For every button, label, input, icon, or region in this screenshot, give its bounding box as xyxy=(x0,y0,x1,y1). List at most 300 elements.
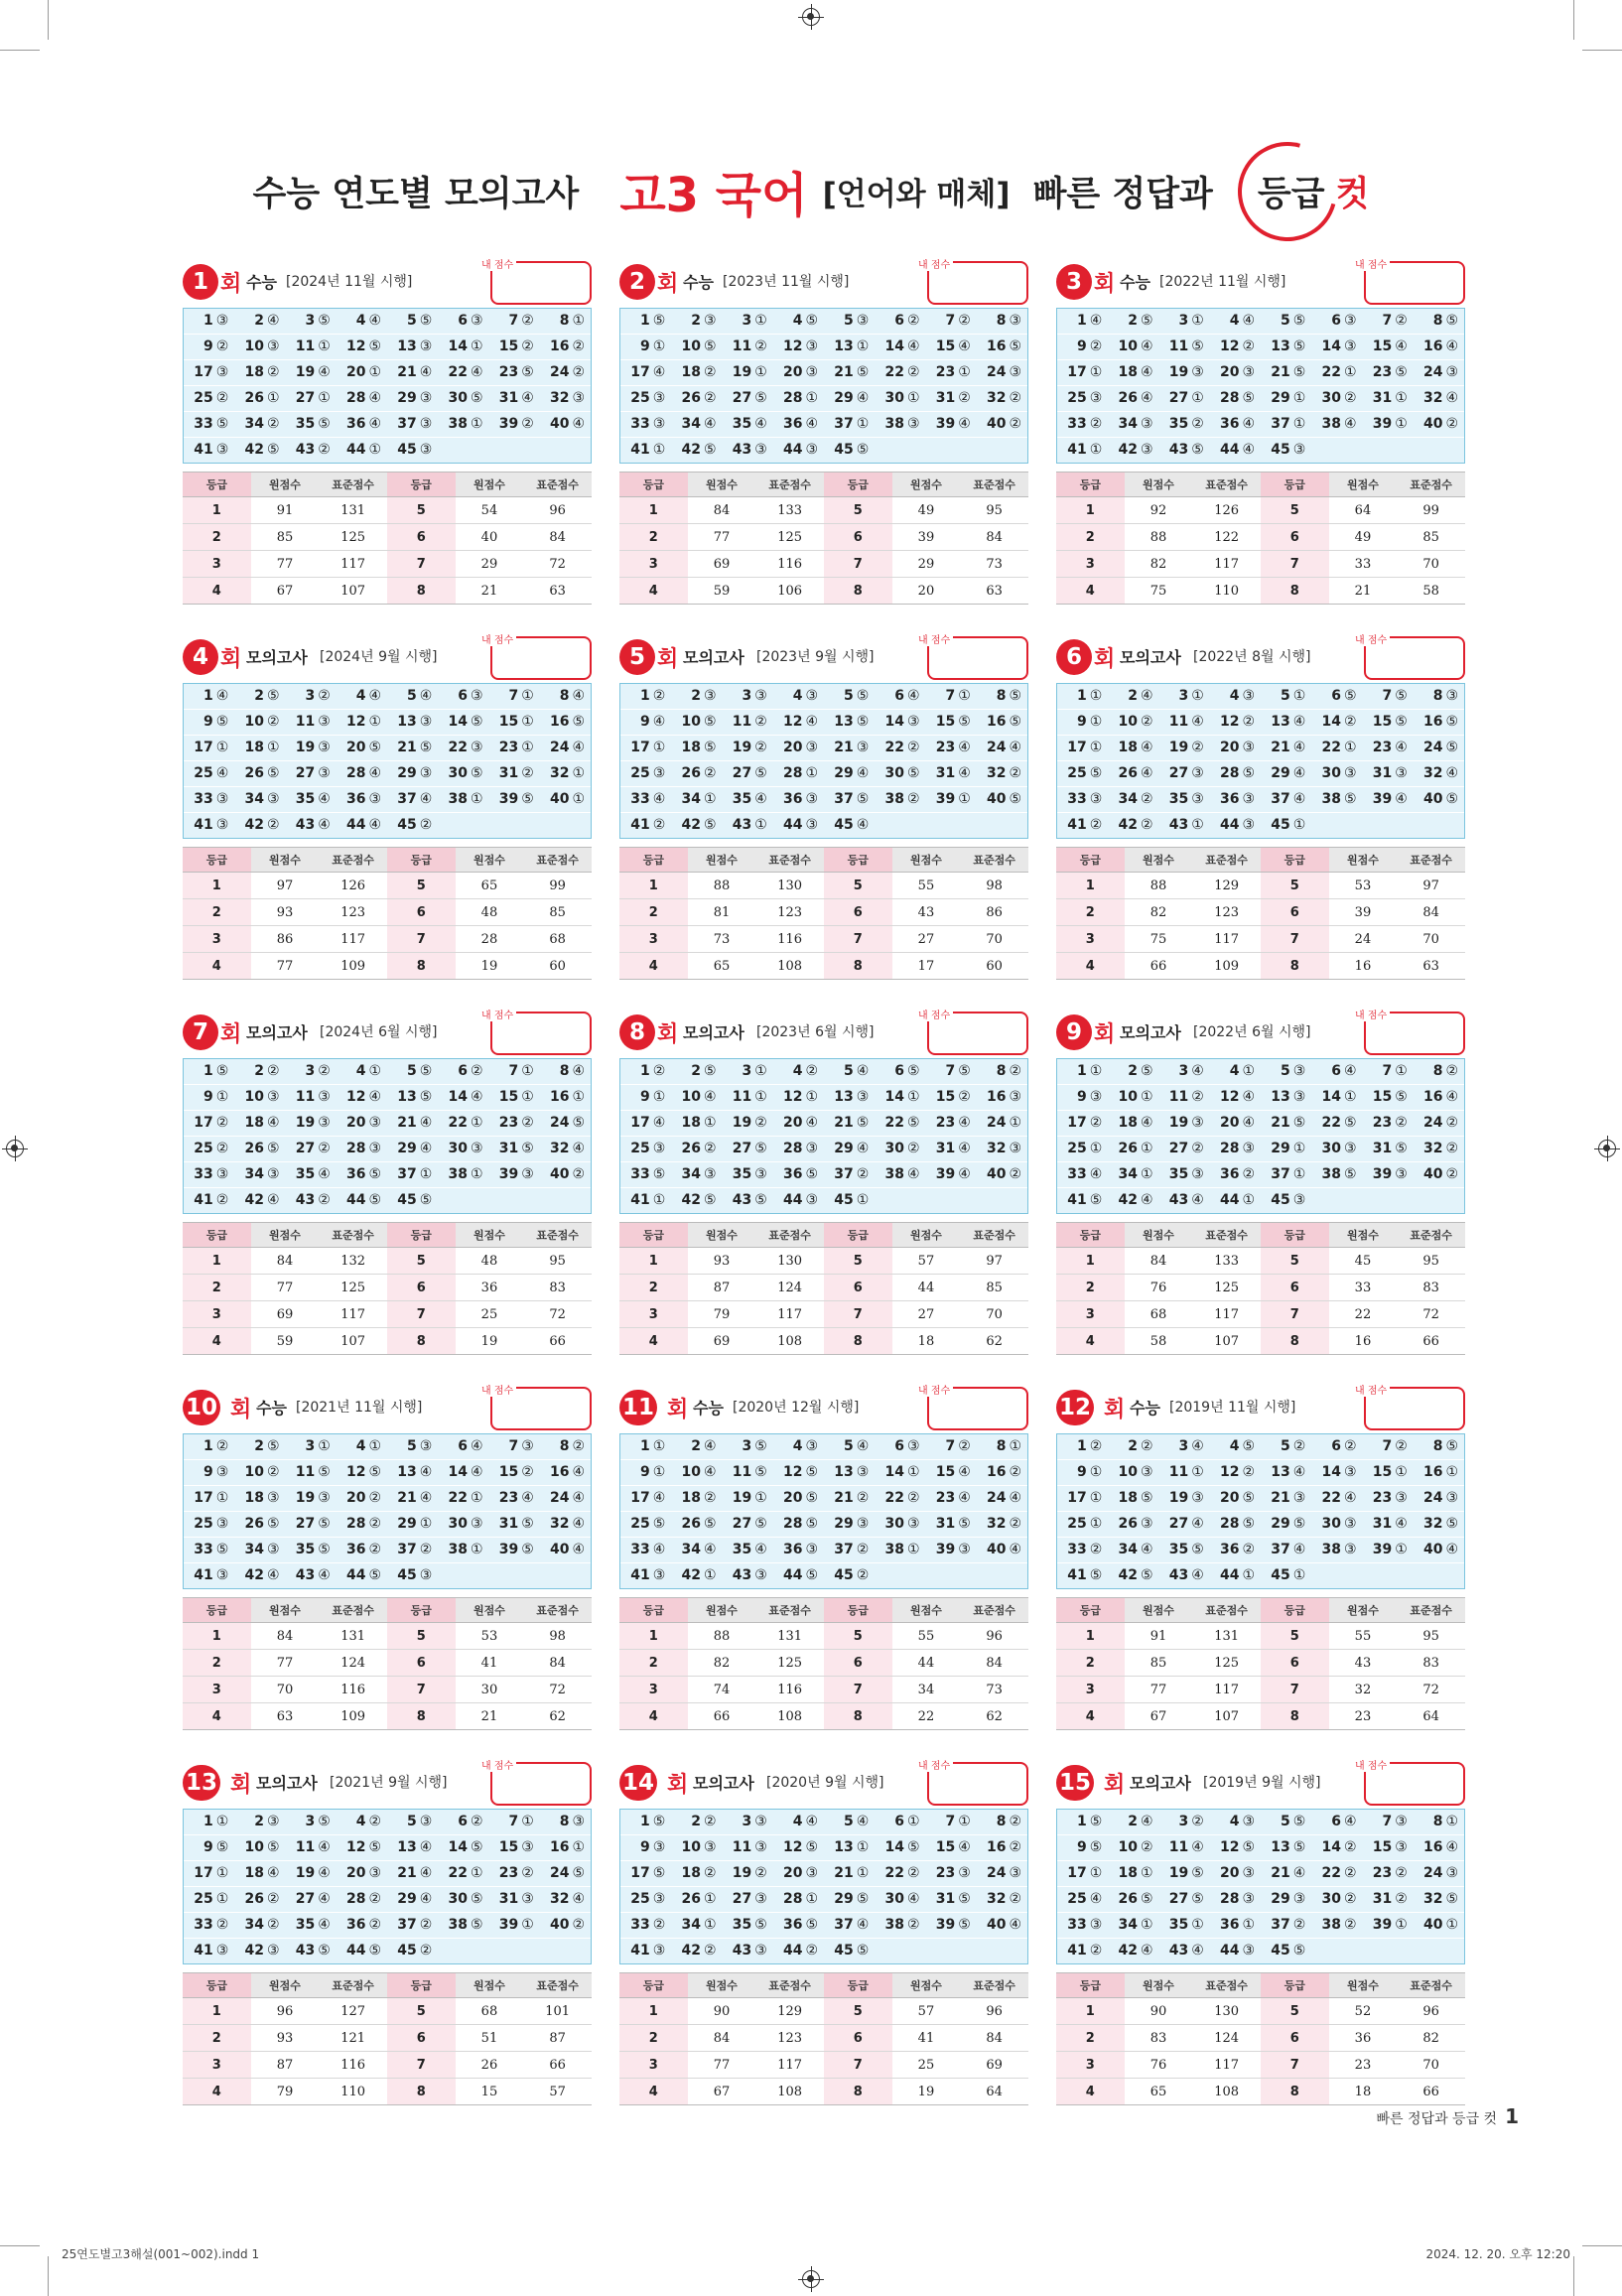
answer-cell xyxy=(671,1434,722,1459)
answer-cell xyxy=(1311,335,1362,359)
grade-cell: 84 xyxy=(1125,1248,1193,1275)
question-number: 30 xyxy=(1321,1891,1341,1907)
answer-cell xyxy=(1414,787,1464,812)
answer-cell xyxy=(1363,1434,1414,1459)
answer-cell xyxy=(977,1913,1027,1938)
answer-cell xyxy=(286,1111,337,1136)
answer-cell xyxy=(387,1486,438,1511)
answer-choice: ⑤ xyxy=(215,1063,229,1079)
answer-choice: ⑤ xyxy=(1009,338,1021,354)
question-number: 40 xyxy=(986,416,1007,432)
my-score-box[interactable] xyxy=(918,635,1028,680)
answer-choice: ⑤ xyxy=(856,688,870,704)
question-number: 20 xyxy=(345,364,366,380)
answer-cell xyxy=(1057,1434,1108,1459)
my-score-box[interactable] xyxy=(481,1011,592,1055)
answer-choice: ① xyxy=(215,740,229,755)
answer-choice: ① xyxy=(958,1814,971,1829)
grade-cell: 59 xyxy=(688,578,756,605)
answer-cell xyxy=(1363,710,1414,735)
answer-cell xyxy=(620,684,671,709)
answer-cell xyxy=(540,335,591,359)
question-number: 23 xyxy=(498,1490,519,1506)
grade-cell: 70 xyxy=(960,926,1028,953)
answer-choice: ② xyxy=(215,1192,229,1208)
answer-cell xyxy=(1261,761,1311,786)
question-number: 16 xyxy=(1422,338,1443,354)
answer-choice: ② xyxy=(572,1917,585,1933)
answer-cell xyxy=(977,412,1027,437)
question-number: 38 xyxy=(1321,1917,1341,1933)
answer-choice: ④ xyxy=(318,1166,331,1182)
my-score-box[interactable] xyxy=(481,260,592,305)
question-number: 1 xyxy=(1076,313,1087,329)
grade-column-header: 등급 xyxy=(1261,473,1329,497)
answer-cell xyxy=(489,684,540,709)
answer-table xyxy=(183,1433,592,1589)
grade-column-header: 표준점수 xyxy=(319,1973,387,1998)
grade-cell: 59 xyxy=(251,1328,320,1355)
answer-cell xyxy=(1311,787,1362,812)
answer-cell xyxy=(286,736,337,760)
answer-row xyxy=(1057,813,1464,838)
answer-cell xyxy=(773,684,824,709)
grade-cell: 84 xyxy=(960,2025,1028,2052)
answer-cell xyxy=(337,1913,387,1938)
answer-cell xyxy=(620,1486,671,1511)
answer-choice: ⑤ xyxy=(419,740,433,755)
grade-cell: 6 xyxy=(1261,2025,1329,2052)
question-number: 33 xyxy=(630,1542,650,1557)
my-score-label: 내 점수 xyxy=(915,1382,953,1397)
question-number: 12 xyxy=(345,1839,366,1855)
grade-cell: 3 xyxy=(1056,926,1125,953)
empty-cell xyxy=(1363,1939,1414,1963)
empty-cell xyxy=(977,1188,1027,1213)
answer-choice: ④ xyxy=(1292,1865,1306,1881)
answer-cell xyxy=(926,761,977,786)
empty-cell xyxy=(926,813,977,838)
grade-column-header: 표준점수 xyxy=(755,1223,824,1248)
question-number: 37 xyxy=(1271,1542,1290,1557)
grade-cell: 8 xyxy=(387,1703,456,1730)
answer-choice: ② xyxy=(1242,714,1255,730)
grade-cell: 3 xyxy=(619,551,688,578)
answer-cell xyxy=(184,1913,234,1938)
answer-cell xyxy=(234,386,285,411)
answer-choice: ① xyxy=(703,1917,717,1933)
answer-choice: ③ xyxy=(215,313,229,329)
answer-cell xyxy=(773,710,824,735)
answer-choice: ⑤ xyxy=(906,765,920,781)
answer-choice: ⑤ xyxy=(1343,791,1357,807)
answer-row xyxy=(620,761,1027,787)
answer-cell xyxy=(184,1810,234,1834)
answer-choice: ④ xyxy=(368,313,381,329)
answer-cell xyxy=(671,736,722,760)
grade-cell: 7 xyxy=(1261,926,1329,953)
question-number: 16 xyxy=(549,1089,570,1105)
answer-cell xyxy=(1210,813,1261,838)
answer-cell xyxy=(1414,1538,1464,1562)
answer-choice: ④ xyxy=(856,765,870,781)
my-score-box[interactable] xyxy=(918,1011,1028,1055)
answer-cell xyxy=(1311,1835,1362,1860)
page-title xyxy=(0,157,1622,225)
answer-cell xyxy=(671,386,722,411)
answer-choice: ③ xyxy=(215,1567,229,1583)
answer-cell xyxy=(1159,1810,1210,1834)
answer-choice: ② xyxy=(1009,1166,1021,1182)
question-number: 18 xyxy=(1118,1865,1138,1881)
answer-choice: ② xyxy=(521,1865,534,1881)
answer-cell xyxy=(824,761,875,786)
my-score-box[interactable] xyxy=(481,1386,592,1430)
exam-round-label: 회 xyxy=(220,272,242,297)
answer-choice: ⑤ xyxy=(906,1115,920,1131)
answer-choice: ① xyxy=(1089,364,1103,380)
answer-cell xyxy=(1057,1512,1108,1537)
question-number: 42 xyxy=(681,1192,701,1208)
answer-cell xyxy=(824,438,875,463)
grade-cell: 57 xyxy=(892,1998,961,2025)
question-number: 34 xyxy=(681,791,701,807)
answer-choice: ④ xyxy=(652,1490,666,1506)
question-number: 41 xyxy=(194,1943,213,1958)
exam-date: [2023년 9월 시행] xyxy=(756,649,875,665)
answer-choice: ② xyxy=(1009,390,1021,406)
circle-icon xyxy=(1220,123,1356,259)
answer-choice: ① xyxy=(1395,1063,1408,1079)
answer-cell xyxy=(337,335,387,359)
answer-choice: ① xyxy=(1140,1166,1153,1182)
answer-cell xyxy=(1261,787,1311,812)
my-score-box[interactable] xyxy=(918,1386,1028,1430)
answer-choice: ⑤ xyxy=(958,1891,971,1907)
grade-cell: 99 xyxy=(1397,497,1465,524)
question-number: 42 xyxy=(681,1943,701,1958)
grade-cell: 86 xyxy=(960,899,1028,926)
answer-cell xyxy=(1210,1913,1261,1938)
grade-cell: 68 xyxy=(456,1998,524,2025)
answer-cell xyxy=(1057,1861,1108,1886)
my-score-box[interactable] xyxy=(1355,1761,1465,1806)
grade-cell: 123 xyxy=(319,899,387,926)
answer-choice: ② xyxy=(906,1490,920,1506)
grade-row xyxy=(619,1650,1028,1677)
answer-choice: ⑤ xyxy=(856,442,870,458)
question-number: 28 xyxy=(782,765,803,781)
question-number: 23 xyxy=(1372,740,1393,755)
answer-cell xyxy=(1159,1512,1210,1537)
question-number: 36 xyxy=(345,1166,366,1182)
answer-choice: ④ xyxy=(470,364,483,380)
grade-column-header: 등급 xyxy=(1056,473,1125,497)
my-score-box[interactable] xyxy=(1355,635,1465,680)
exam-round-label: 회 xyxy=(1094,1022,1116,1047)
question-number: 31 xyxy=(1372,765,1393,781)
answer-choice: ① xyxy=(470,1115,483,1131)
answer-cell xyxy=(1261,309,1311,334)
grade-header-row xyxy=(619,1973,1028,1998)
question-number: 22 xyxy=(1321,1865,1341,1881)
answer-choice: ⑤ xyxy=(521,1542,534,1557)
answer-choice: ③ xyxy=(652,1141,666,1156)
exam-number-badge: 8 xyxy=(619,1014,655,1050)
grade-cell: 117 xyxy=(1192,1301,1261,1328)
answer-choice: ④ xyxy=(652,791,666,807)
answer-cell xyxy=(926,1486,977,1511)
grade-row xyxy=(183,1623,592,1650)
answer-cell xyxy=(977,1486,1027,1511)
answer-choice: ④ xyxy=(1089,1891,1103,1907)
answer-cell xyxy=(1057,1563,1108,1588)
answer-row xyxy=(184,1939,591,1963)
my-score-box[interactable] xyxy=(1355,1386,1465,1430)
answer-cell xyxy=(773,1059,824,1084)
question-number: 30 xyxy=(1321,1141,1341,1156)
question-number: 3 xyxy=(305,1438,316,1454)
answer-cell xyxy=(671,1563,722,1588)
grade-column-header: 표준점수 xyxy=(1192,848,1261,873)
answer-row xyxy=(620,710,1027,736)
answer-cell xyxy=(540,1137,591,1161)
answer-row xyxy=(1057,1486,1464,1512)
my-score-box[interactable] xyxy=(918,260,1028,305)
answer-cell xyxy=(1363,335,1414,359)
answer-cell xyxy=(489,309,540,334)
answer-cell xyxy=(540,1913,591,1938)
my-score-label: 내 점수 xyxy=(478,631,516,646)
answer-choice: ③ xyxy=(805,791,818,807)
answer-choice: ② xyxy=(1009,1464,1021,1480)
answer-cell xyxy=(1057,1887,1108,1912)
question-number: 6 xyxy=(458,1438,468,1454)
grade-column-header: 원점수 xyxy=(1329,1598,1398,1623)
answer-cell xyxy=(286,1059,337,1084)
answer-cell xyxy=(1159,360,1210,385)
grade-cell: 60 xyxy=(960,953,1028,980)
grade-cell: 96 xyxy=(1397,1998,1465,2025)
answer-choice: ② xyxy=(1292,1917,1306,1933)
answer-choice: ③ xyxy=(805,442,818,458)
answer-choice: ① xyxy=(1242,1567,1255,1583)
answer-cell xyxy=(540,1512,591,1537)
question-number: 6 xyxy=(1331,313,1341,329)
answer-choice: ④ xyxy=(266,313,280,329)
grade-column-header: 표준점수 xyxy=(1397,1973,1465,1998)
answer-choice: ④ xyxy=(318,1891,331,1907)
answer-choice: ⑤ xyxy=(266,1141,280,1156)
my-score-box[interactable] xyxy=(1355,1011,1465,1055)
question-number: 20 xyxy=(1219,1115,1240,1131)
my-score-box[interactable] xyxy=(918,1761,1028,1806)
question-number: 26 xyxy=(244,765,264,781)
answer-row xyxy=(184,1913,591,1939)
answer-choice: ④ xyxy=(703,1438,717,1454)
my-score-box[interactable] xyxy=(481,635,592,680)
answer-cell xyxy=(286,309,337,334)
grade-column-header: 표준점수 xyxy=(960,1598,1028,1623)
grade-column-header: 표준점수 xyxy=(1192,1973,1261,1998)
grade-cell: 95 xyxy=(1397,1248,1465,1275)
grade-row xyxy=(619,1328,1028,1355)
question-number: 41 xyxy=(1067,1192,1087,1208)
answer-row xyxy=(184,813,591,838)
grade-cell: 6 xyxy=(1261,524,1329,551)
grade-cell: 5 xyxy=(387,1623,456,1650)
question-number: 34 xyxy=(1118,1542,1138,1557)
answer-cell xyxy=(671,1887,722,1912)
question-number: 3 xyxy=(742,1438,752,1454)
exam-round-label: 회 xyxy=(657,647,679,672)
grade-cell: 79 xyxy=(688,1301,756,1328)
question-number: 34 xyxy=(1118,1166,1138,1182)
answer-cell xyxy=(337,1111,387,1136)
answer-cell xyxy=(875,1486,925,1511)
answer-cell xyxy=(1261,813,1311,838)
question-number: 35 xyxy=(732,1917,752,1933)
grade-cell: 63 xyxy=(251,1703,320,1730)
answer-choice: ④ xyxy=(572,688,585,704)
question-number: 17 xyxy=(1067,1865,1087,1881)
answer-cell xyxy=(671,684,722,709)
question-number: 2 xyxy=(691,1063,701,1079)
grade-cell: 3 xyxy=(619,1677,688,1703)
answer-cell xyxy=(1311,736,1362,760)
grade-cell: 108 xyxy=(1192,2079,1261,2105)
answer-choice: ③ xyxy=(1343,313,1357,329)
answer-cell xyxy=(977,1887,1027,1912)
answer-choice: ② xyxy=(215,1115,229,1131)
grade-column-header: 표준점수 xyxy=(1397,1598,1465,1623)
exam-date: [2019년 11월 시행] xyxy=(1169,1400,1296,1416)
answer-choice: ② xyxy=(958,1089,971,1105)
answer-choice: ② xyxy=(1343,1839,1357,1855)
question-number: 4 xyxy=(355,688,366,704)
question-number: 41 xyxy=(194,817,213,833)
answer-cell xyxy=(773,1538,824,1562)
answer-row xyxy=(184,438,591,463)
question-number: 35 xyxy=(1168,1166,1189,1182)
answer-choice: ③ xyxy=(805,338,818,354)
grade-cell: 98 xyxy=(523,1623,592,1650)
exam-type: 모의고사 xyxy=(256,1774,318,1793)
answer-cell xyxy=(671,710,722,735)
answer-cell xyxy=(926,1835,977,1860)
question-number: 31 xyxy=(935,1891,956,1907)
answer-choice: ② xyxy=(368,1814,381,1829)
question-number: 13 xyxy=(397,714,417,730)
question-number: 2 xyxy=(254,688,264,704)
grade-cell: 81 xyxy=(688,899,756,926)
question-number: 42 xyxy=(244,1192,264,1208)
answer-choice: ③ xyxy=(470,1516,483,1532)
answer-cell xyxy=(234,761,285,786)
answer-cell xyxy=(926,1059,977,1084)
answer-choice: ① xyxy=(754,817,767,833)
question-number: 39 xyxy=(1372,1917,1393,1933)
answer-cell xyxy=(1057,1162,1108,1187)
answer-cell xyxy=(773,1188,824,1213)
question-number: 35 xyxy=(1168,416,1189,432)
answer-choice: ③ xyxy=(1395,1814,1408,1829)
answer-cell xyxy=(1414,1137,1464,1161)
crop-mark xyxy=(48,2256,49,2296)
question-number: 32 xyxy=(1422,1141,1443,1156)
answer-cell xyxy=(1414,1085,1464,1110)
question-number: 23 xyxy=(935,1115,956,1131)
answer-row xyxy=(1057,309,1464,335)
answer-cell xyxy=(977,684,1027,709)
answer-cell xyxy=(337,1563,387,1588)
answer-cell xyxy=(926,1913,977,1938)
answer-cell xyxy=(489,1887,540,1912)
answer-cell xyxy=(1363,1810,1414,1834)
question-number: 11 xyxy=(732,1464,752,1480)
answer-choice: ⑤ xyxy=(1292,364,1306,380)
question-number: 36 xyxy=(1219,1542,1240,1557)
answer-cell xyxy=(286,1162,337,1187)
crop-mark xyxy=(1582,2245,1622,2246)
answer-choice: ⑤ xyxy=(368,1567,381,1583)
my-score-box[interactable] xyxy=(481,1761,592,1806)
answer-choice: ② xyxy=(754,714,767,730)
grade-header-row xyxy=(183,1973,592,1998)
grade-cell: 39 xyxy=(892,524,961,551)
answer-cell xyxy=(489,386,540,411)
question-number: 17 xyxy=(1067,740,1087,755)
answer-cell xyxy=(1159,813,1210,838)
question-number: 3 xyxy=(1178,688,1189,704)
answer-choice: ① xyxy=(1089,1063,1103,1079)
answer-cell xyxy=(184,1059,234,1084)
grade-cell: 130 xyxy=(1192,1998,1261,2025)
grade-row xyxy=(1056,873,1465,899)
question-number: 32 xyxy=(549,765,570,781)
my-score-box[interactable] xyxy=(1355,260,1465,305)
question-number: 27 xyxy=(295,390,316,406)
grade-row xyxy=(619,1703,1028,1730)
answer-cell xyxy=(387,1913,438,1938)
grade-cell: 97 xyxy=(960,1248,1028,1275)
answer-choice: ④ xyxy=(652,1542,666,1557)
answer-choice: ① xyxy=(754,1063,767,1079)
answer-cell xyxy=(184,1887,234,1912)
answer-choice: ④ xyxy=(419,791,433,807)
answer-choice: ③ xyxy=(1242,1891,1255,1907)
answer-cell xyxy=(1311,1512,1362,1537)
empty-cell xyxy=(1414,1188,1464,1213)
answer-choice: ③ xyxy=(958,1542,971,1557)
answer-cell xyxy=(1159,1486,1210,1511)
grade-row xyxy=(183,1677,592,1703)
answer-cell xyxy=(1414,1512,1464,1537)
answer-choice: ③ xyxy=(1089,1917,1103,1933)
question-number: 1 xyxy=(203,1063,213,1079)
answer-choice: ③ xyxy=(754,442,767,458)
answer-choice: ③ xyxy=(419,1814,433,1829)
answer-cell xyxy=(671,360,722,385)
answer-choice: ④ xyxy=(521,390,534,406)
grade-cell: 88 xyxy=(1125,873,1193,899)
answer-choice: ① xyxy=(1089,1141,1103,1156)
answer-choice: ③ xyxy=(419,338,433,354)
answer-cell xyxy=(1108,1538,1158,1562)
crop-mark xyxy=(1573,2256,1574,2296)
answer-cell xyxy=(1159,335,1210,359)
answer-choice: ③ xyxy=(1089,791,1103,807)
